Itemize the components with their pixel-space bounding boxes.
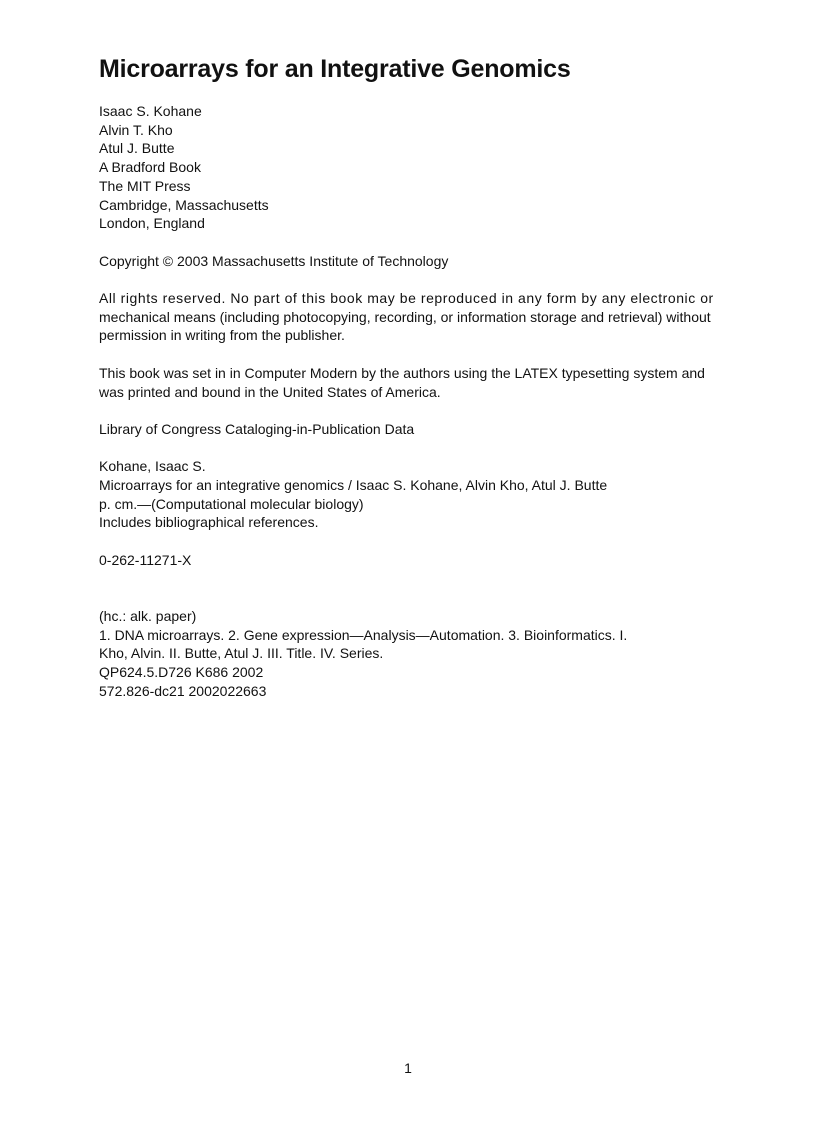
isbn: 0-262-11271-X — [99, 551, 192, 568]
call-number: QP624.5.D726 K686 2002 — [99, 663, 264, 680]
cip-title-line: Microarrays for an integrative genomics / Isaac S. Kohane, Alvin Kho, Atul J. Butte — [99, 476, 608, 493]
publisher-line: The MIT Press — [99, 177, 191, 194]
location-line: Cambridge, Massachusetts — [99, 196, 269, 213]
author-line: Alvin T. Kho — [99, 121, 173, 138]
cip-entry — [99, 457, 769, 532]
document-page — [99, 52, 769, 700]
typeset-line: was printed and bound in the United States of America. — [99, 383, 441, 400]
subject-block — [99, 607, 769, 701]
typeset-paragraph — [99, 364, 769, 401]
page-number: 1 — [404, 1060, 412, 1076]
rights-line: All rights reserved. No part of this book may be reproduced in any form by any electronic or — [99, 290, 714, 306]
location-line: London, England — [99, 215, 205, 232]
rights-line: permission in writing from the publisher. — [99, 327, 345, 344]
cip-notes-line: Includes bibliographical references. — [99, 514, 319, 531]
rights-paragraph — [99, 289, 769, 345]
authors-publisher-block — [99, 102, 769, 233]
dewey-number: 572.826-dc21 2002022663 — [99, 682, 267, 699]
copyright-notice: Copyright © 2003 Massachusetts Institute of Technology — [99, 252, 449, 269]
cip-series-line: p. cm.—(Computational molecular biology) — [99, 495, 364, 512]
cip-author: Kohane, Isaac S. — [99, 458, 206, 475]
imprint-line: A Bradford Book — [99, 159, 201, 176]
typeset-line: This book was set in in Computer Modern by the authors using the LATEX typesetting system and — [99, 364, 705, 381]
author-line: Isaac S. Kohane — [99, 103, 202, 119]
author-line: Atul J. Butte — [99, 140, 175, 157]
book-title: Microarrays for an Integrative Genomics — [99, 55, 571, 83]
binding-note: (hc.: alk. paper) — [99, 607, 197, 624]
subject-line: 1. DNA microarrays. 2. Gene expression—Analysis—Automation. 3. Bioinformatics. I. — [99, 626, 628, 643]
subject-line: Kho, Alvin. II. Butte, Atul J. III. Title. IV. Series. — [99, 645, 384, 662]
cip-heading: Library of Congress Cataloging-in-Publication Data — [99, 420, 415, 437]
rights-line: mechanical means (including photocopying, recording, or information storage and retrieval) without — [99, 308, 711, 325]
